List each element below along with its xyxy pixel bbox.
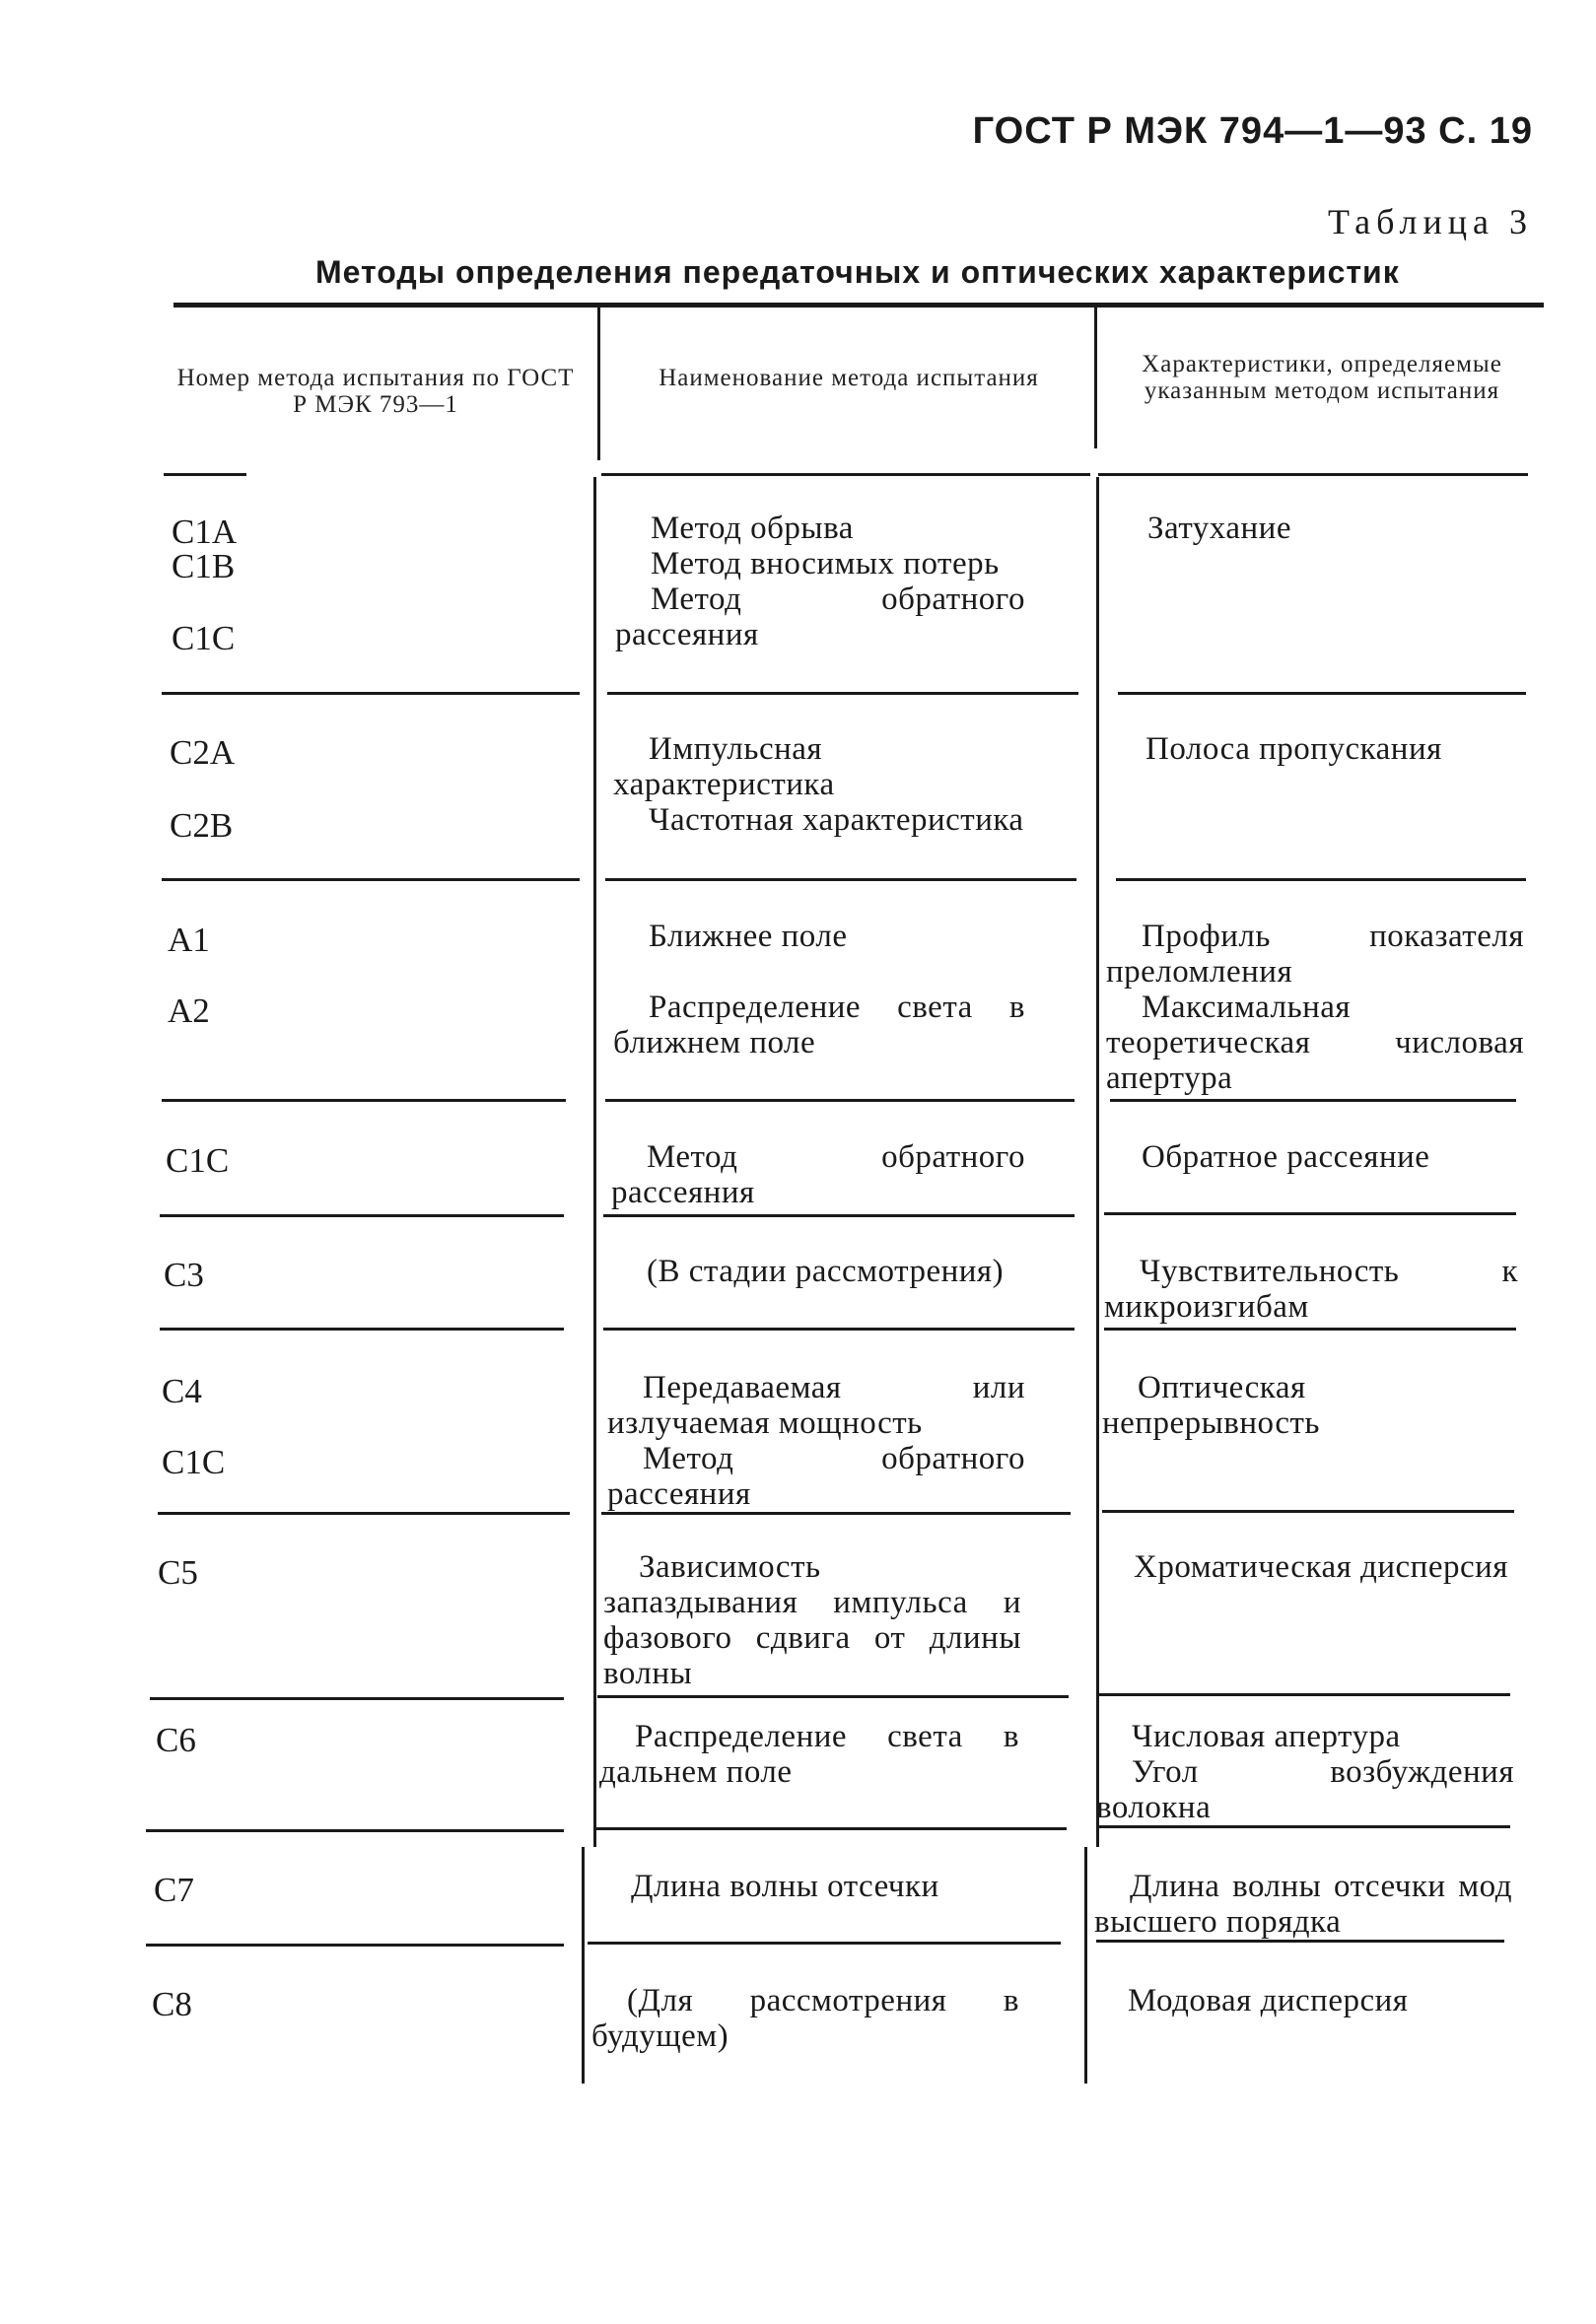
row-separator [603, 1328, 1075, 1331]
characteristic: Оптическая непрерывность [1102, 1370, 1320, 1441]
method-code: C1C [166, 1141, 230, 1180]
method-name: Ближнее поле [649, 919, 848, 954]
column-divider [593, 477, 596, 1847]
characteristic-cell [1092, 1983, 1512, 2018]
row-separator [1096, 1825, 1510, 1828]
header-bottom-rule [1098, 473, 1528, 476]
row-separator [1104, 1328, 1516, 1331]
method-name-cell [611, 1139, 1025, 1210]
method-code: C1A [172, 513, 238, 551]
characteristic: Чувствительность к микроизгибам [1104, 1254, 1518, 1325]
row-separator [597, 1695, 1069, 1698]
column-header-method-number: Номер метода испытания по ГОСТ Р МЭК 793—1 [176, 365, 575, 418]
method-name: (В стадии рассмотрения) [647, 1254, 1005, 1289]
method-name: (Для рассмотрения в будущем) [591, 1983, 1019, 2054]
characteristic: Полоса пропускания [1145, 731, 1442, 767]
method-code: C5 [158, 1553, 198, 1592]
row-separator [1110, 1099, 1516, 1102]
header-bottom-rule [164, 473, 246, 476]
method-code: A2 [168, 991, 210, 1030]
header-divider [1094, 308, 1097, 448]
method-name: Распределение света в дальнем поле [599, 1719, 1019, 1790]
method-code: C8 [152, 1985, 192, 2023]
row-separator [1118, 692, 1526, 695]
row-separator [162, 878, 580, 881]
method-name: Длина волны отсечки [631, 1869, 939, 1904]
row-separator [150, 1697, 564, 1700]
method-name: Метод обратного рассеяния [615, 581, 1025, 652]
method-name-cell [599, 1719, 1019, 1790]
header-divider [597, 308, 600, 460]
method-name: Метод обратного рассеяния [607, 1441, 1025, 1512]
method-name: Метод обратного рассеяния [611, 1139, 1025, 1210]
row-separator [1096, 1940, 1504, 1943]
characteristic-cell [1098, 1549, 1514, 1585]
method-name: Распределение света в ближнем поле [613, 990, 1025, 1060]
page-header: ГОСТ Р МЭК 794—1—93 С. 19 [972, 110, 1533, 152]
method-code: C1C [162, 1443, 226, 1481]
column-divider [1096, 477, 1099, 1847]
method-name-cell [613, 731, 1025, 838]
method-name: Импульсная характеристика [613, 731, 835, 802]
column-divider [582, 1847, 585, 2084]
row-separator [603, 1214, 1075, 1217]
characteristic-cell [1112, 511, 1526, 546]
method-code: C3 [164, 1256, 204, 1294]
characteristic-cell [1102, 1370, 1516, 1441]
row-separator [1102, 1510, 1514, 1513]
method-name-cell [595, 1869, 1019, 1904]
row-separator [605, 1099, 1075, 1102]
characteristic: Обратное рассеяние [1142, 1139, 1430, 1175]
row-separator [1104, 1212, 1516, 1215]
header-bottom-rule [601, 473, 1090, 476]
characteristic: Хроматическая дисперсия [1134, 1549, 1508, 1585]
row-separator [146, 1829, 564, 1832]
method-name: Передаваемая или излучаемая мощность [607, 1370, 1025, 1441]
row-separator [601, 1512, 1071, 1515]
row-separator [160, 1328, 564, 1331]
row-separator [160, 1214, 564, 1217]
method-code: C1C [172, 619, 236, 657]
row-separator [146, 1944, 564, 1947]
characteristic-cell [1104, 1254, 1518, 1325]
method-name-cell [615, 511, 1025, 652]
method-code: C1B [172, 547, 236, 585]
characteristic: Длина волны отсечки мод высшего порядка [1094, 1869, 1512, 1940]
characteristic: Максимальная теоретическая числовая апертура [1106, 990, 1524, 1096]
characteristic: Числовая апертура [1132, 1719, 1401, 1754]
column-header-characteristics: Характеристики, определяемые указанным методом испытания [1142, 351, 1502, 404]
characteristic-cell [1106, 919, 1524, 1096]
method-name-cell [613, 919, 1025, 1060]
row-separator [605, 878, 1076, 881]
method-code: C2A [170, 733, 236, 772]
row-separator [607, 692, 1078, 695]
row-separator [158, 1512, 570, 1515]
method-name-cell [611, 1254, 1025, 1289]
row-separator [1116, 878, 1526, 881]
characteristic-cell [1096, 1719, 1514, 1825]
characteristic: Затухание [1147, 511, 1291, 546]
method-name: Метод вносимых потерь [651, 546, 1000, 581]
method-name-cell [591, 1983, 1019, 2054]
row-separator [1096, 1693, 1510, 1696]
row-separator [595, 1827, 1067, 1830]
characteristic: Угол возбуждения волокна [1096, 1754, 1514, 1825]
characteristic: Модовая дисперсия [1128, 1983, 1409, 2018]
method-name: Метод обрыва [651, 511, 854, 546]
table-top-rule [173, 303, 1544, 308]
method-name: Частотная характеристика [649, 802, 1024, 838]
method-code: C6 [156, 1721, 196, 1759]
table-title: Методы определения передаточных и оптических характеристик [315, 254, 1400, 290]
method-code: A1 [168, 921, 210, 959]
characteristic-cell [1094, 1869, 1512, 1940]
method-code: C2B [170, 806, 234, 845]
column-divider [1084, 1847, 1087, 2084]
row-separator [162, 692, 580, 695]
column-header-method-name: Наименование метода испытания [659, 365, 1039, 391]
characteristic-cell [1106, 1139, 1520, 1175]
row-separator [162, 1099, 566, 1102]
row-separator [588, 1942, 1061, 1945]
characteristic-cell [1110, 731, 1524, 767]
method-name-cell [603, 1549, 1021, 1691]
table-label: Таблица 3 [1328, 202, 1533, 241]
method-code: C7 [154, 1871, 194, 1909]
method-name: Зависимость запаздывания импульса и фазового сдвига от длины волны [603, 1549, 1021, 1691]
method-name-cell [607, 1370, 1025, 1512]
characteristic: Профиль показателя преломления [1106, 919, 1524, 990]
method-code: C4 [162, 1372, 202, 1410]
